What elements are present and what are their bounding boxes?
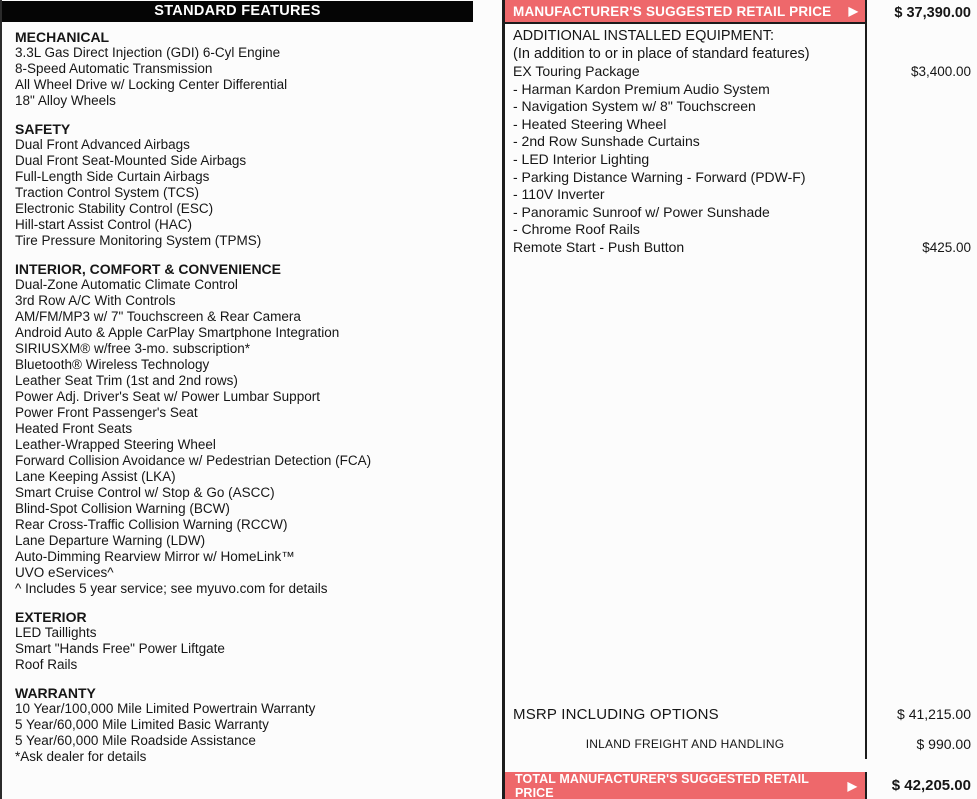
equipment-text: EX Touring Package [505,63,867,81]
section-title: WARRANTY [15,685,96,701]
feature-item: Leather-Wrapped Steering Wheel [15,437,216,452]
equipment-price: $3,400.00 [910,64,971,79]
section-title: INTERIOR, COMFORT & CONVENIENCE [15,261,282,277]
feature-item: Tire Pressure Monitoring System (TPMS) [15,233,262,248]
feature-item: Dual Front Advanced Airbags [15,137,190,152]
msrp-banner-row [505,0,977,24]
feature-section-mechanical [15,29,473,109]
section-title: MECHANICAL [15,29,110,45]
equipment-subheading-price-cell [867,45,977,63]
feature-item: 3rd Row A/C With Controls [15,293,176,308]
equipment-subheading-row [505,45,977,63]
feature-item: Hill-start Assist Control (HAC) [15,217,193,232]
feature-item: AM/FM/MP3 w/ 7" Touchscreen & Rear Camera [15,309,301,324]
msrp-banner [505,0,867,24]
feature-item: Auto-Dimming Rearview Mirror w/ HomeLink™ [15,549,295,564]
msrp-options-row [505,699,977,729]
feature-section-interior-comfort-convenience [15,261,473,597]
feature-item: All Wheel Drive w/ Locking Center Differential [15,77,288,92]
total-row [505,772,977,799]
msrp-including-options-price: $ 41,215.00 [897,706,971,722]
equipment-row [505,98,977,116]
equipment-price [867,186,977,204]
spacer-text-cell [505,257,867,699]
equipment-row [505,239,977,257]
equipment-row [505,151,977,169]
feature-item: Forward Collision Avoidance w/ Pedestrian Detection (FCA) [15,453,372,468]
feature-section-safety [15,121,473,249]
equipment-row [505,204,977,222]
section-title: SAFETY [15,121,71,137]
equipment-text: - Harman Kardon Premium Audio System [505,81,867,99]
right-arrow-icon: ▶ [847,778,857,793]
feature-item: 3.3L Gas Direct Injection (GDI) 6-Cyl Engine [15,45,281,60]
feature-item: 5 Year/60,000 Mile Limited Basic Warranty [15,717,269,732]
standard-features-panel [0,0,473,799]
feature-item: UVO eServices^ [15,565,114,580]
feature-item: 5 Year/60,000 Mile Roadside Assistance [15,733,256,748]
feature-item: LED Taillights [15,625,97,640]
equipment-price: $425.00 [922,239,971,255]
feature-item: Power Front Passenger's Seat [15,405,198,420]
total-banner-label: TOTAL MANUFACTURER'S SUGGESTED RETAIL PRICE [515,771,809,799]
equipment-text: - 2nd Row Sunshade Curtains [505,133,867,151]
feature-item: Power Adj. Driver's Seat w/ Power Lumbar Support [15,389,320,404]
freight-price: $ 990.00 [916,736,971,752]
section-title: EXTERIOR [15,609,87,625]
equipment-price [867,98,977,116]
feature-item: Traction Control System (TCS) [15,185,200,200]
equipment-row [505,221,977,239]
feature-item: Blind-Spot Collision Warning (BCW) [15,501,230,516]
equipment-text: - LED Interior Lighting [505,151,867,169]
equipment-row [505,186,977,204]
equipment-heading-price-cell [867,24,977,45]
feature-item: Smart Cruise Control w/ Stop & Go (ASCC) [15,485,275,500]
equipment-price [867,116,977,134]
feature-item: Electronic Stability Control (ESC) [15,201,214,216]
feature-item: Lane Keeping Assist (LKA) [15,469,176,484]
equipment-row [505,133,977,151]
equipment-text: - Parking Distance Warning - Forward (PDW-F) [505,169,867,187]
equipment-text: Remote Start - Push Button [505,239,867,257]
equipment-row [505,81,977,99]
equipment-price [867,133,977,151]
feature-section-warranty [15,685,473,765]
equipment-price [867,204,977,222]
standard-features-header: STANDARD FEATURES [2,1,473,22]
equipment-text: - Heated Steering Wheel [505,116,867,134]
feature-item: Dual Front Seat-Mounted Side Airbags [15,153,247,168]
equipment-price [867,81,977,99]
feature-item: Bluetooth® Wireless Technology [15,357,210,372]
equipment-text: - Chrome Roof Rails [505,221,867,239]
feature-item: ^ Includes 5 year service; see myuvo.com for details [15,581,328,596]
spacer-price-cell [867,257,977,699]
standard-features-body [2,22,473,765]
feature-section-exterior [15,609,473,673]
msrp-price: $ 37,390.00 [894,5,971,21]
feature-item: Android Auto & Apple CarPlay Smartphone Integration [15,325,340,340]
total-banner [505,772,867,799]
equipment-price [867,151,977,169]
equipment-row [505,116,977,134]
feature-item: Roof Rails [15,657,78,672]
equipment-heading-row [505,24,977,45]
feature-item: Heated Front Seats [15,421,133,436]
equipment-lines [505,63,977,257]
feature-item: Dual-Zone Automatic Climate Control [15,277,238,292]
feature-item: Full-Length Side Curtain Airbags [15,169,210,184]
equipment-text: - Panoramic Sunroof w/ Power Sunshade [505,204,867,222]
equipment-text: - 110V Inverter [505,186,867,204]
equipment-row [505,169,977,187]
freight-cell [505,729,867,759]
feature-item: 10 Year/100,000 Mile Limited Powertrain Warranty [15,701,316,716]
msrp-banner-label: MANUFACTURER'S SUGGESTED RETAIL PRICE [513,3,832,19]
msrp-options-cell [505,699,867,729]
equipment-price [867,169,977,187]
total-price: $ 42,205.00 [891,777,971,794]
msrp-including-options-label: MSRP INCLUDING OPTIONS [513,705,719,723]
freight-row [505,729,977,759]
freight-label: INLAND FREIGHT AND HANDLING [585,737,785,751]
additional-equipment-subheading: (In addition to or in place of standard features) [505,45,867,63]
feature-item: Leather Seat Trim (1st and 2nd rows) [15,373,238,388]
additional-equipment-heading: ADDITIONAL INSTALLED EQUIPMENT: [505,24,867,45]
feature-item: Smart "Hands Free" Power Liftgate [15,641,225,656]
feature-item: Rear Cross-Traffic Collision Warning (RCCW) [15,517,288,532]
equipment-text: - Navigation System w/ 8" Touchscreen [505,98,867,116]
equipment-price [867,221,977,239]
feature-item: Lane Departure Warning (LDW) [15,533,206,548]
feature-item: 18" Alloy Wheels [15,93,116,108]
feature-item: SIRIUSXM® w/free 3-mo. subscription* [15,341,251,356]
pricing-spacer [505,257,977,699]
pricing-panel [502,0,977,799]
feature-item: *Ask dealer for details [15,749,147,764]
equipment-row [505,63,977,81]
feature-item: 8-Speed Automatic Transmission [15,61,213,76]
right-arrow-icon: ▶ [848,4,858,18]
